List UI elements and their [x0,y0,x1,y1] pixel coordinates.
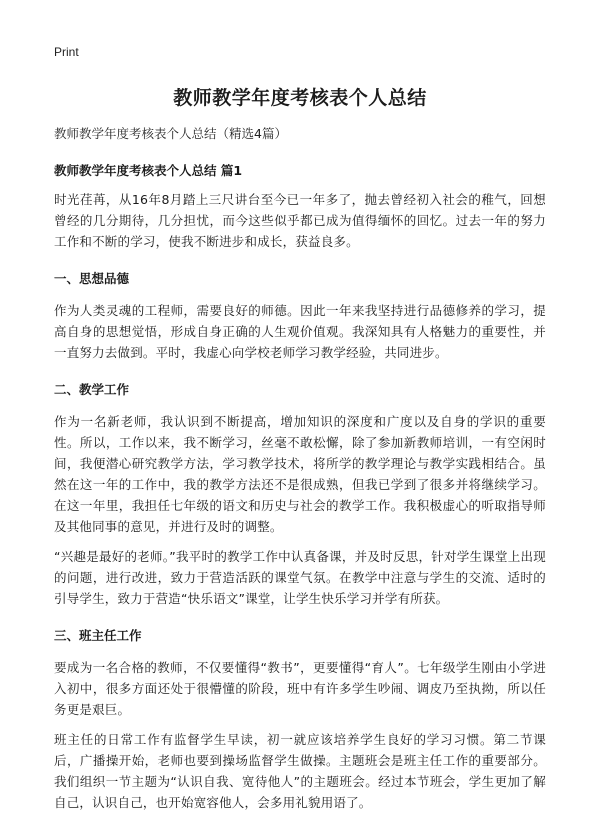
intro-paragraph: 时光荏苒，从16年8月踏上三尺讲台至今已一年多了，抛去曾经初入社会的稚气，回想曾经的几分期待，几分担忧，而今这些似乎都已成为值得缅怀的回忆。过去一年的努力工作和不断的学习，使我不断进步和成长，获益良多。 [54,192,546,249]
section-paragraph: 作为人类灵魂的工程师，需要良好的师德。因此一年来我坚持进行品德修养的学习，提高自身的思想觉悟，形成自身正确的人生观价值观。我深知具有人格魅力的重要性，并一直努力去做到。平时，我虚心向学校老师学习教学经验，共同进步。 [54,303,546,360]
section-paragraph: 班主任的日常工作有监督学生早读，初一就应该培养学生良好的学习习惯。第二节课后，广播操开始，老师也要到操场监督学生做操。主题班会是班主任工作的重要部分。我们组织一节主题为“认识自我、宽待他人”的主题班会。经过本节班会，学生更加了解自己，认识自己，也开始宽容他人，会多用礼貌用语了。 [54,732,546,810]
section-paragraph: 要成为一名合格的教师，不仅要懂得“教书”，更要懂得“育人”。七年级学生刚由小学进入初中，很多方面还处于很懵懂的阶段，班中有许多学生吵闹、调皮乃至执拗，所以任务更是艰巨。 [54,660,546,717]
section-paragraph: 作为一名新老师，我认识到不断提高，增加知识的深度和广度以及自身的学识的重要性。所以，工作以来，我不断学习，丝毫不敢松懈，除了参加新教师培训，一有空闲时间，我便潜心研究教学方法，学习教学技术，将所学的教学理论与教学实践相结合。虽然在这一年的工作中，我的教学方法还不是很成熟，但我已学到了很多并将继续学习。在这一年里，我担任七年级的语文和历史与社会的教学工作。我积极虚心的听取指导师及其他同事的意见，并进行及时的调整。 [54,414,546,534]
section-paragraph: “兴趣是最好的老师。”我平时的教学工作中认真备课，并及时反思，针对学生课堂上出现的问题，进行改进，致力于营造活跃的课堂气氛。在教学中注意与学生的交流、适时的引导学生，致力于营造“快乐语文”课堂，让学生快乐学习并学有所获。 [54,549,546,606]
print-link[interactable]: Print [54,45,79,59]
section-heading-teaching: 二、教学工作 [54,382,130,397]
document-subtitle: 教师教学年度考核表个人总结（精选4篇） [54,126,287,141]
section-heading-ideology: 一、思想品德 [54,271,130,286]
document-title: 教师教学年度考核表个人总结 [173,87,427,109]
section-heading-class-teacher: 三、班主任工作 [54,628,142,643]
part-title: 教师教学年度考核表个人总结 篇1 [54,163,243,178]
